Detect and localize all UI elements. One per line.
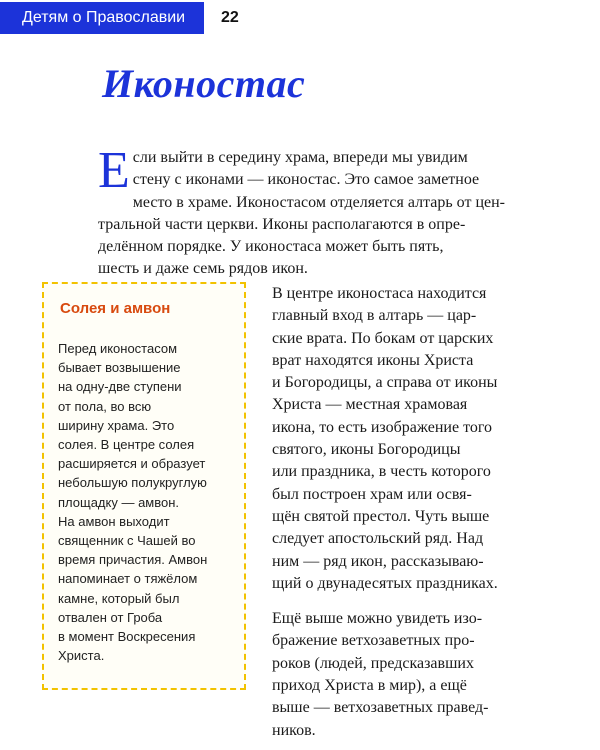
- sidebar-line: На амвон выходит: [58, 513, 170, 529]
- right-line: и Богородицы, а справа от иконы: [272, 374, 498, 392]
- drop-cap: Е: [98, 142, 130, 199]
- sidebar-box: [42, 282, 246, 690]
- right-line: ские врата. По бокам от царских: [272, 329, 494, 347]
- right-paragraph-2: [272, 608, 552, 742]
- right-line: щён святой престол. Чуть выше: [272, 507, 490, 525]
- sidebar-line: от пола, во всю: [58, 398, 152, 414]
- right-line: был построен храм или освя-: [272, 485, 472, 503]
- intro-paragraph: [98, 142, 548, 281]
- sidebar-line: камне, который был: [58, 590, 180, 606]
- right-line: выше — ветхозаветных правед-: [272, 699, 489, 717]
- intro-line: место в храме. Иконостасом отделяется алтарь от цен-: [132, 193, 505, 211]
- right-line: икона, то есть изображение того: [272, 418, 493, 436]
- right-line: щий о двунадесятых праздниках.: [272, 574, 498, 592]
- right-line: Христа — местная храмовая: [272, 396, 468, 414]
- right-column: [272, 283, 552, 742]
- sidebar-line: солея. В центре солея: [58, 437, 195, 453]
- right-paragraph-1: [272, 283, 552, 595]
- sidebar-line: расширяется и образует: [58, 456, 206, 472]
- right-line: ним — ряд икон, рассказываю-: [272, 552, 484, 570]
- sidebar-line: на одну-две ступени: [58, 379, 182, 395]
- right-line: В центре иконостаса находится: [272, 285, 487, 302]
- intro-line: сли выйти в середину храма, впереди мы увидим: [132, 149, 468, 166]
- sidebar-title: Солея и амвон: [60, 300, 171, 317]
- sidebar-line: площадку — амвон.: [58, 494, 180, 510]
- sidebar-line: бывает возвышение: [58, 360, 181, 376]
- sidebar-line: небольшую полукруглую: [58, 475, 207, 491]
- header-title: Детям о Православии: [22, 9, 186, 26]
- right-line: святого, иконы Богородицы: [272, 441, 461, 459]
- right-line: главный вход в алтарь — цар-: [272, 307, 477, 325]
- right-line: приход Христа в мир), а ещё: [272, 677, 467, 695]
- page-number: 22: [221, 9, 239, 26]
- header-bar: [0, 2, 204, 34]
- right-line: или праздника, в честь которого: [272, 463, 491, 481]
- intro-line: стену с иконами — иконостас. Это самое заметное: [132, 171, 480, 189]
- sidebar-body: [58, 339, 248, 665]
- sidebar-line: напоминает о тяжёлом: [58, 571, 198, 587]
- intro-line: делённом порядке. У иконостаса может быть пять,: [98, 238, 444, 256]
- sidebar-line: Христа.: [58, 648, 105, 664]
- intro-line: тральной части церкви. Иконы располагаются в опре-: [98, 215, 466, 233]
- sidebar-line: время причастия. Амвон: [58, 552, 208, 568]
- right-line: Ещё выше можно увидеть изо-: [272, 610, 483, 628]
- right-line: следует апостольский ряд. Над: [272, 530, 484, 548]
- sidebar-line: священник с Чашей во: [58, 533, 196, 549]
- sidebar-line: ширину храма. Это: [58, 417, 175, 433]
- sidebar-line: в момент Воскресения: [58, 629, 196, 645]
- sidebar-line: отвален от Гроба: [58, 609, 163, 625]
- right-line: бражение ветхозаветных про-: [272, 632, 475, 650]
- right-line: ников.: [272, 721, 316, 739]
- right-line: врат находятся иконы Христа: [272, 351, 474, 369]
- sidebar-line: Перед иконостасом: [58, 341, 178, 356]
- right-line: роков (людей, предсказавших: [272, 654, 474, 672]
- intro-line: шесть и даже семь рядов икон.: [98, 260, 308, 278]
- page-title: Иконостас: [102, 61, 306, 106]
